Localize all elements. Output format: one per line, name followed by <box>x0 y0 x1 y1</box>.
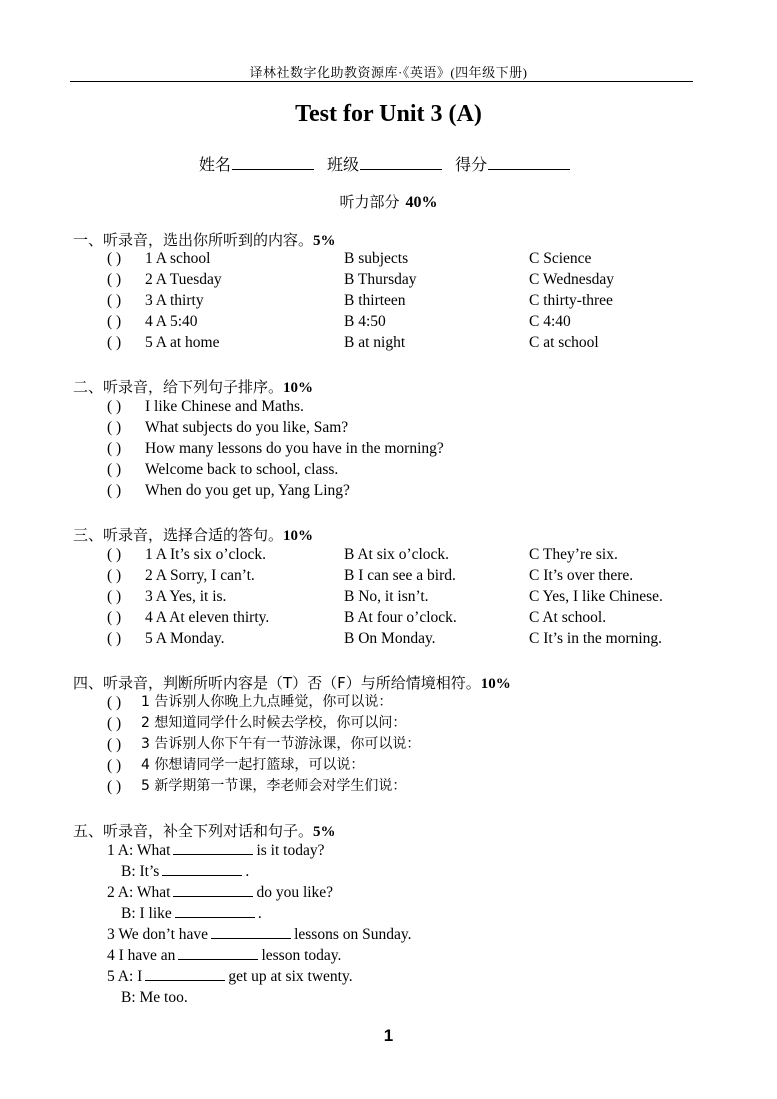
header-divider <box>70 81 693 82</box>
listening-label: 听力部分 <box>339 193 400 211</box>
section-2-title: 二、听录音，给下列句子排序。10% <box>73 378 314 396</box>
score-label: 得分 <box>455 155 488 174</box>
s5-line-1: 1 A: What is it today? <box>107 842 325 859</box>
s5-line-7: 5 A: I get up at six twenty. <box>107 968 353 985</box>
listening-percent: 40% <box>405 194 438 211</box>
page-header: 译林社数字化助教资源库·《英语》(四年级下册) <box>249 65 528 80</box>
answer-blank <box>145 968 225 981</box>
page-number: 1 <box>383 1026 394 1045</box>
s5-line-8: B: Me too. <box>121 989 188 1006</box>
page-title: Test for Unit 3 (A) <box>295 101 482 127</box>
listening-heading <box>0 191 777 212</box>
section-1-title: 一、听录音，选出你所听到的内容。5% <box>73 231 336 249</box>
s5-line-3: 2 A: What do you like? <box>107 884 334 901</box>
answer-blank <box>178 947 258 960</box>
s5-line-6: 4 I have an lesson today. <box>107 947 342 964</box>
class-label: 班级 <box>326 155 359 174</box>
s5-line-4: B: I like . <box>121 905 262 922</box>
answer-blank <box>175 905 255 918</box>
section-5-title: 五、听录音，补全下列对话和句子。5% <box>73 822 336 840</box>
answer-blank <box>162 863 242 876</box>
class-blank <box>360 155 442 170</box>
answer-blank <box>173 842 253 855</box>
answer-blank <box>211 926 291 939</box>
section-4-title: 四、听录音，判断所听内容是（T）否（F）与所给情境相符。10% <box>73 674 511 692</box>
section-3-title: 三、听录音，选择合适的答句。10% <box>73 526 314 544</box>
score-blank <box>488 155 570 170</box>
s5-line-5: 3 We don’t have lessons on Sunday. <box>107 926 412 943</box>
student-info <box>0 152 777 175</box>
name-label: 姓名 <box>198 155 231 174</box>
s5-line-2: B: It’s . <box>121 863 250 880</box>
answer-blank <box>173 884 253 897</box>
name-blank <box>232 155 314 170</box>
